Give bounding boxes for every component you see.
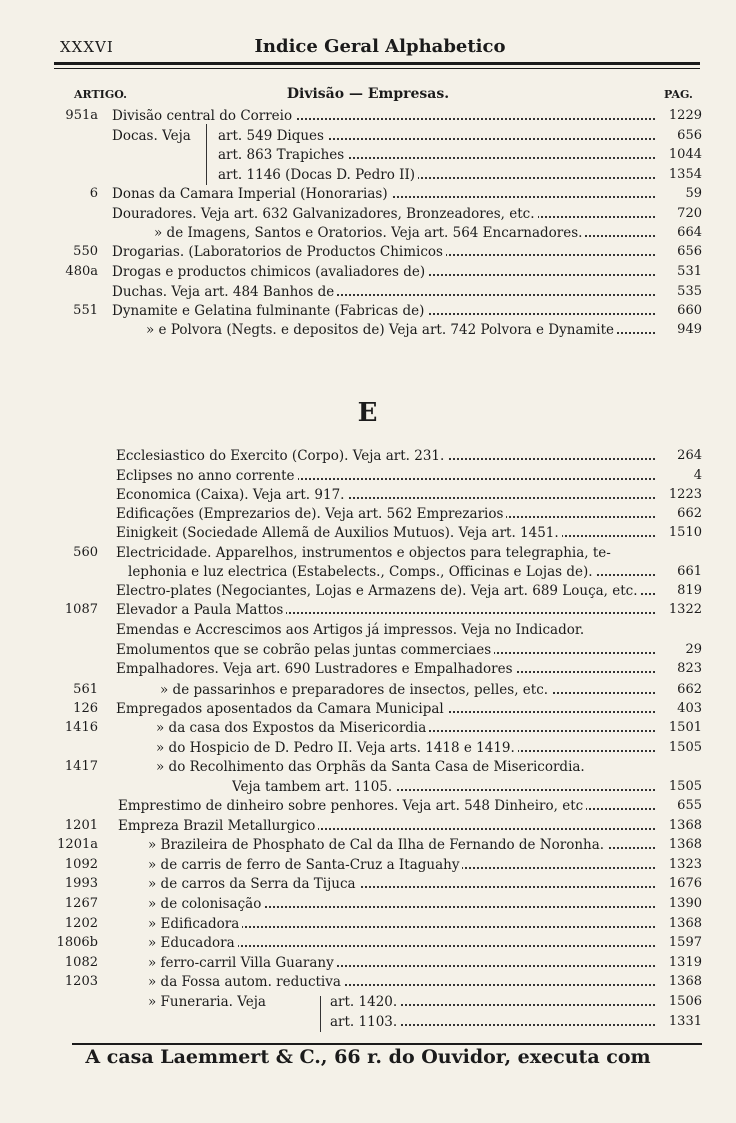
index-entry-row	[0, 659, 736, 679]
brace-bracket	[320, 996, 325, 1032]
entry-label: Electro-plates (Negociantes, Lojas e Armazens de). Veja art. 689 Louça, etc.	[116, 583, 641, 599]
page-number: 1322	[668, 602, 702, 617]
page-number: 1510	[668, 525, 702, 540]
header-rule-thin	[54, 68, 700, 69]
page-number: 1368	[668, 974, 702, 989]
index-entry-row	[0, 953, 736, 973]
index-entry-row	[0, 699, 736, 719]
page-number: 1323	[668, 857, 702, 872]
entry-label: Duchas. Veja art. 484 Banhos de	[112, 284, 337, 300]
index-entry-row	[0, 933, 736, 953]
page-number: 660	[677, 303, 702, 318]
index-entry-row	[0, 855, 736, 875]
section-title-divisao: Divisão — Empresas.	[286, 86, 450, 102]
entry-text	[128, 562, 655, 582]
entry-text	[116, 504, 655, 524]
page-number: 656	[677, 244, 702, 259]
index-entry-row	[0, 562, 736, 582]
article-number: 561	[73, 682, 98, 697]
entry-label: Economica (Caixa). Veja art. 917.	[116, 487, 347, 503]
entry-label: Emprestimo de dinheiro sobre penhores. Veja art. 548 Dinheiro, etc	[118, 798, 586, 814]
article-number: 1087	[64, 602, 98, 617]
article-number: 1092	[64, 857, 98, 872]
page-number: 1319	[668, 955, 702, 970]
entry-label: Ecclesiastico do Exercito (Corpo). Veja art. 231.	[116, 448, 447, 464]
entry-text	[232, 777, 655, 797]
entry-text	[116, 620, 655, 640]
article-number: 560	[73, 545, 98, 560]
entry-label: » de carris de ferro de Santa-Cruz a Itaguahy	[148, 857, 462, 873]
page-number: 655	[677, 798, 702, 813]
entry-text	[218, 165, 655, 185]
index-entry-row	[0, 282, 736, 302]
entry-label: Einigkeit (Sociedade Allemã de Auxilios Mutuos). Veja art. 1451.	[116, 525, 562, 541]
index-entry-row	[0, 894, 736, 914]
entry-label: Drogarias. (Laboratorios de Productos Chimicos	[112, 244, 446, 260]
entry-label: Donas da Camara Imperial (Honorarias)	[112, 186, 391, 202]
index-entry-row	[0, 446, 736, 466]
entry-label: Dynamite e Gelatina fulminante (Fabricas de)	[112, 303, 427, 319]
entry-text	[116, 600, 655, 620]
page-number: 1331	[668, 1014, 702, 1029]
entry-label: Empalhadores. Veja art. 690 Lustradores e Empalhadores	[116, 661, 516, 677]
entry-text	[112, 184, 655, 204]
entry-label: art. 863 Trapiches	[218, 147, 347, 163]
entry-text	[156, 738, 655, 758]
article-number: 1416	[64, 720, 98, 735]
entry-text	[156, 718, 655, 738]
entry-text	[148, 953, 655, 973]
page-number: 1368	[668, 916, 702, 931]
entry-label: » Brazileira de Phosphato de Cal da Ilha de Fernando de Noronha.	[148, 837, 607, 853]
entry-label: Eclipses no anno corrente	[116, 468, 298, 484]
page-number: 664	[677, 225, 702, 240]
article-number: 1203	[64, 974, 98, 989]
entry-label: » do Recolhimento das Orphãs da Santa Casa de Misericordia.	[156, 759, 588, 775]
entry-text	[148, 933, 655, 953]
footer-rule	[72, 1043, 702, 1045]
entry-label: » de Imagens, Santos e Oratorios. Veja art. 564 Encarnadores.	[154, 225, 585, 241]
article-number: 1806b	[56, 935, 98, 950]
entry-label: » de carros da Serra da Tijuca	[148, 876, 359, 892]
index-entry-row	[0, 581, 736, 601]
page-number: 1368	[668, 837, 702, 852]
index-entry-row	[0, 600, 736, 620]
page-number: 4	[693, 468, 702, 483]
index-entry-row	[0, 184, 736, 204]
index-entry-row	[0, 145, 736, 165]
entry-label: Emolumentos que se cobrão pelas juntas commerciaes	[116, 642, 494, 658]
page-number: 656	[677, 128, 702, 143]
index-entry-row	[0, 165, 736, 185]
brace-bracket	[206, 121, 211, 185]
entry-text	[146, 320, 655, 340]
entry-text	[112, 106, 655, 126]
article-number: 1082	[64, 955, 98, 970]
page-number: 1597	[668, 935, 702, 950]
page-number: 720	[677, 206, 702, 221]
entry-text	[330, 1012, 655, 1032]
entry-label: Empregados aposentados da Camara Municipal	[116, 701, 447, 717]
article-number: 1417	[64, 759, 98, 774]
index-entry-row	[0, 504, 736, 524]
entry-text	[112, 242, 655, 262]
header-rule-thick	[54, 62, 700, 65]
article-number: 1993	[64, 876, 98, 891]
article-number: 551	[73, 303, 98, 318]
entry-label: art. 1420.	[330, 994, 400, 1010]
index-entry-row	[0, 835, 736, 855]
article-number: 1267	[64, 896, 98, 911]
entry-label: art. 1146 (Docas D. Pedro II)	[218, 167, 418, 183]
index-entry-row	[0, 640, 736, 660]
entry-text	[218, 145, 655, 165]
index-entry-row	[0, 777, 736, 797]
entry-label: Empreza Brazil Metallurgico	[118, 818, 318, 834]
index-entry-row	[0, 757, 736, 777]
entry-text	[116, 485, 655, 505]
entry-text	[160, 680, 655, 700]
page-number: 949	[677, 322, 702, 337]
page-number: 535	[677, 284, 702, 299]
docas-label: Docas. Veja	[112, 128, 191, 144]
entry-label: Veja tambem art. 1105.	[232, 779, 395, 795]
entry-text	[112, 282, 655, 302]
entry-label: Divisão central do Correio	[112, 108, 295, 124]
entry-text	[116, 523, 655, 543]
index-entry-row	[0, 106, 736, 126]
entry-label: » Edificadora	[148, 916, 242, 932]
index-entry-row	[0, 485, 736, 505]
entry-text	[154, 223, 655, 243]
page-number: 531	[677, 264, 702, 279]
entry-label: lephonia e luz electrica (Estabelects., Comps., Officinas e Lojas de).	[128, 564, 596, 580]
page-number: 59	[685, 186, 702, 201]
article-number: 550	[73, 244, 98, 259]
page-number: 1501	[668, 720, 702, 735]
entry-label: » da Fossa autom. reductiva	[148, 974, 344, 990]
page-number: 661	[677, 564, 702, 579]
page-number: 1229	[668, 108, 702, 123]
index-entry-row	[0, 620, 736, 640]
page-number: 662	[677, 682, 702, 697]
article-number: 951a	[65, 108, 98, 123]
index-entry-row	[0, 543, 736, 563]
index-entry-row	[0, 523, 736, 543]
entry-label: Drogas e productos chimicos (avaliadores de)	[112, 264, 428, 280]
index-entry-row	[0, 816, 736, 836]
column-heading-article: ARTIGO.	[74, 88, 127, 101]
article-number: 1201	[64, 818, 98, 833]
entry-text	[148, 855, 655, 875]
page-number: 1505	[668, 740, 702, 755]
page-number: 819	[677, 583, 702, 598]
entry-text	[116, 581, 655, 601]
page-number: 1505	[668, 779, 702, 794]
entry-label: Elevador a Paula Mattos	[116, 602, 286, 618]
entry-text	[116, 659, 655, 679]
entry-text	[112, 262, 655, 282]
page-header	[60, 34, 700, 64]
entry-text	[116, 543, 655, 563]
page-number: 1354	[668, 167, 702, 182]
entry-label: » de colonisação	[148, 896, 264, 912]
page-number: 662	[677, 506, 702, 521]
entry-label: » ferro-carril Villa Guarany	[148, 955, 337, 971]
section-letter-e: E	[357, 398, 379, 428]
page-number: 403	[677, 701, 702, 716]
entry-label: Douradores. Veja art. 632 Galvanizadores, Bronzeadores, etc.	[112, 206, 538, 222]
page-number: 1044	[668, 147, 702, 162]
article-number: 480a	[65, 264, 98, 279]
index-entry-row	[0, 320, 736, 340]
entry-text	[148, 972, 655, 992]
entry-label: » de passarinhos e preparadores de insectos, pelles, etc.	[160, 682, 551, 698]
entry-label: » Educadora	[148, 935, 238, 951]
index-entry-row	[0, 1012, 736, 1032]
index-entry-row	[0, 242, 736, 262]
column-heading-page: PAG.	[664, 88, 693, 101]
index-entry-row	[0, 204, 736, 224]
index-entry-row	[0, 874, 736, 894]
page-number: 1368	[668, 818, 702, 833]
page-number: 29	[685, 642, 702, 657]
index-entry-row	[0, 301, 736, 321]
page-number: 823	[677, 661, 702, 676]
running-title: Indice Geral Alphabetico	[254, 36, 506, 57]
entry-label: art. 549 Diques	[218, 128, 327, 144]
entry-label: art. 1103.	[330, 1014, 400, 1030]
index-entry-row	[0, 972, 736, 992]
page-number: 264	[677, 448, 702, 463]
entry-text	[118, 816, 655, 836]
entry-text	[112, 301, 655, 321]
index-entry-row	[0, 738, 736, 758]
entry-text	[148, 835, 655, 855]
page-number: 1676	[668, 876, 702, 891]
entry-label: » e Polvora (Negts. e depositos de) Veja art. 742 Polvora e Dynamite	[146, 322, 617, 338]
entry-text	[148, 894, 655, 914]
page-number: 1506	[668, 994, 702, 1009]
entry-label: Emendas e Accrescimos aos Artigos já impressos. Veja no Indicador.	[116, 622, 587, 638]
docas-label-row	[0, 126, 736, 146]
entry-text	[116, 699, 655, 719]
article-number: 126	[73, 701, 98, 716]
article-number: 1201a	[57, 837, 98, 852]
publisher-footer: A casa Laemmert & C., 66 r. do Ouvidor, executa com	[85, 1046, 651, 1068]
index-entry-row	[0, 914, 736, 934]
entry-text	[116, 466, 655, 486]
index-entry-row	[0, 223, 736, 243]
page-number: 1390	[668, 896, 702, 911]
funeraria-label: » Funeraria. Veja	[148, 994, 266, 1010]
folio-number: XXXVI	[60, 38, 114, 56]
index-entry-row	[0, 262, 736, 282]
entry-text	[116, 640, 655, 660]
article-number: 1202	[64, 916, 98, 931]
index-entry-row	[0, 466, 736, 486]
page-number: 1223	[668, 487, 702, 502]
index-entry-row	[0, 680, 736, 700]
entry-text	[148, 914, 655, 934]
entry-text	[148, 874, 655, 894]
entry-label: Electricidade. Apparelhos, instrumentos e objectos para telegraphia, te-	[116, 545, 614, 561]
entry-text	[156, 757, 655, 777]
entry-text	[116, 446, 655, 466]
entry-text	[118, 796, 655, 816]
entry-label: » do Hospicio de D. Pedro II. Veja arts. 1418 e 1419.	[156, 740, 518, 756]
index-entry-row	[0, 718, 736, 738]
entry-label: » da casa dos Expostos da Misericordia	[156, 720, 429, 736]
entry-text	[112, 204, 655, 224]
index-entry-row	[0, 796, 736, 816]
entry-label: Edificações (Emprezarios de). Veja art. 562 Emprezarios	[116, 506, 506, 522]
article-number: 6	[89, 186, 98, 201]
